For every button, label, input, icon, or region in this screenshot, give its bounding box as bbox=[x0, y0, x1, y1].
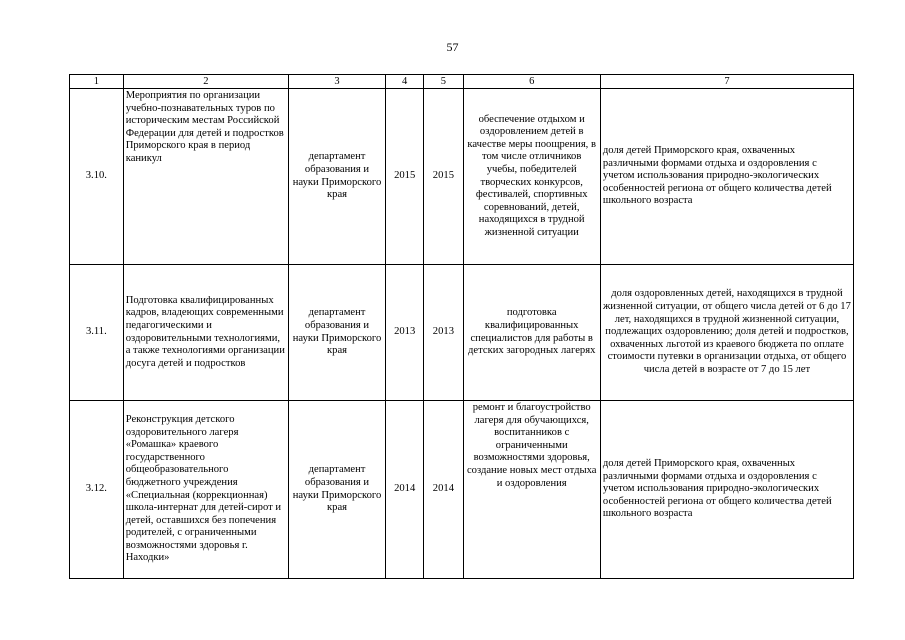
indicator: доля детей Приморского края, охваченных различными формами отдыха и оздоровления с учетом использования природно-экологических особенностей региона от общего количества детей школьного возраста bbox=[600, 401, 853, 579]
column-header: 2 bbox=[123, 75, 288, 89]
indicator: доля оздоровленных детей, находящихся в трудной жизненной ситуации, от общего числа детей от 6 до 17 лет, находящихся в трудной жизненной ситуации, подлежащих оздоровлению; доля детей и подростков, охваченных льготой из краевого бюджета по оплате стоимости путевки в организации отдыха, от общего числа детей в возрасте от 7 до 15 лет bbox=[600, 265, 853, 401]
column-header: 7 bbox=[600, 75, 853, 89]
table-row bbox=[70, 401, 854, 579]
column-header: 6 bbox=[463, 75, 600, 89]
start-year: 2013 bbox=[386, 265, 424, 401]
end-year: 2013 bbox=[424, 265, 463, 401]
item-number: 3.10. bbox=[70, 89, 124, 265]
indicator: доля детей Приморского края, охваченных различными формами отдыха и оздоровления с учетом использования природно-экологических особенностей региона от общего количества детей школьного возраста bbox=[600, 89, 853, 265]
start-year: 2015 bbox=[386, 89, 424, 265]
activity-name: Мероприятия по организации учебно-познавательных туров по историческим местам Российской Федерации для детей и подростков Приморского края в период каникул bbox=[123, 89, 288, 265]
table-row bbox=[70, 265, 854, 401]
responsible-org: департамент образования и науки Приморского края bbox=[288, 89, 385, 265]
activity-name: Подготовка квалифицированных кадров, владеющих современными педагогическими и оздоровительными технологиями, а также технологиями организации досуга детей и подростков bbox=[123, 265, 288, 401]
end-year: 2015 bbox=[424, 89, 463, 265]
table-row bbox=[70, 89, 854, 265]
expected-result: подготовка квалифицированных специалистов для работы в детских загородных лагерях bbox=[463, 265, 600, 401]
header-row bbox=[70, 75, 854, 89]
responsible-org: департамент образования и науки Приморского края bbox=[288, 265, 385, 401]
item-number: 3.12. bbox=[70, 401, 124, 579]
column-header: 4 bbox=[386, 75, 424, 89]
item-number: 3.11. bbox=[70, 265, 124, 401]
activity-name: Реконструкция детского оздоровительного лагеря «Ромашка» краевого государственного общеобразовательного бюджетного учреждения «Специальная (коррекционная) школа-интернат для детей-сирот и детей, оставшихся без попечения родителей, с ограниченными возможностями здоровья г. Находки» bbox=[123, 401, 288, 579]
program-table bbox=[69, 74, 854, 579]
column-header: 3 bbox=[288, 75, 385, 89]
column-header: 5 bbox=[424, 75, 463, 89]
expected-result: ремонт и благоустройство лагеря для обучающихся, воспитанников с ограниченными возможностями здоровья, создание новых мест отдыха и оздоровления bbox=[463, 401, 600, 579]
page-number: 57 bbox=[446, 40, 459, 54]
start-year: 2014 bbox=[386, 401, 424, 579]
end-year: 2014 bbox=[424, 401, 463, 579]
responsible-org: департамент образования и науки Приморского края bbox=[288, 401, 385, 579]
column-header: 1 bbox=[70, 75, 124, 89]
expected-result: обеспечение отдыхом и оздоровлением детей в качестве меры поощрения, в том числе отличников учебы, победителей творческих конкурсов, фестивалей, спортивных соревнований, детей, находящихся в трудной жизненной ситуации bbox=[463, 89, 600, 265]
